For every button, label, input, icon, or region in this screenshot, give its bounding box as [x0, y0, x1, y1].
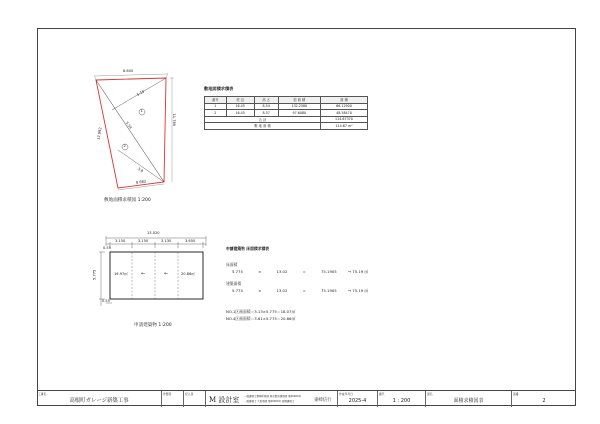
expr-op: ×: [258, 288, 262, 293]
sheet-label: 図番: [513, 392, 519, 396]
dim-top: 8.600: [123, 69, 134, 73]
arrow-left-icon: ←: [141, 271, 146, 277]
cell: 66.12900: [320, 103, 367, 110]
project-label: 工事名: [38, 392, 47, 396]
floor-area-label: 床面積: [226, 262, 238, 267]
site-plan-caption: 敷地面積求積図 1:200: [104, 198, 151, 203]
drawing-label: 図名: [427, 392, 433, 396]
floor-area-expression: [226, 269, 368, 275]
dim-bay-1: 3.150: [115, 239, 126, 243]
expr-term: 75.1905: [321, 288, 337, 293]
dim-bay-3: 3.130: [161, 239, 172, 243]
col-area: 面 積: [320, 97, 367, 104]
dim-bottom: 8.682: [135, 179, 147, 185]
dim-overall-width: 13.020: [147, 231, 160, 235]
date-cell: [338, 391, 378, 407]
dim-depth: 5.775: [92, 269, 97, 280]
checker-cell: [184, 391, 206, 407]
expr-term: 5.775: [232, 269, 243, 274]
cell: 2: [205, 110, 227, 117]
cell: 97.6080: [278, 110, 320, 117]
sheet-number: 2: [542, 398, 546, 404]
cell: 16.45: [226, 103, 254, 110]
scale-value: 1 : 200: [392, 398, 411, 404]
office-line-2: 一級建築士 大臣登録 第00000号 管理建築士: [244, 400, 295, 403]
dim-diagonal-b: 5.10: [136, 89, 146, 97]
sum-value: 114.67370: [320, 116, 367, 123]
office-line-1: 一級建築士事務所登録 東京都知事登録 第00000号: [244, 395, 302, 398]
room-right-area: 20.86㎡: [181, 272, 195, 276]
dim-bay-2: 3.150: [138, 239, 149, 243]
expr-op: ×: [258, 269, 262, 274]
dim-bottom-small: 3.8: [136, 166, 144, 174]
date-label: 作成年月日: [339, 392, 353, 396]
office-person: 東崎信行: [314, 398, 332, 403]
drawn-label: 作製者: [163, 392, 172, 396]
date-value: 2025-4: [348, 398, 367, 404]
col-number: 番号: [205, 97, 227, 104]
checker-label: 記入者: [185, 392, 194, 396]
sheet-cell: [512, 391, 576, 407]
expr-term: 75.1905: [321, 269, 337, 274]
drawing-name: 面積求積図表: [453, 398, 484, 404]
dim-right: 11.789: [172, 113, 177, 127]
cell: 8.57: [254, 110, 278, 117]
expr-term: 13.02: [276, 288, 288, 293]
note-section-4: NO.4区画面積＝3.61×5.775＝20.86㎡: [226, 316, 296, 321]
drawn-cell: [162, 391, 184, 407]
expr-term: 5.775: [232, 288, 243, 293]
dim-bottom-offset: 0.55: [102, 299, 111, 303]
site-area-value: 114.67 m²: [320, 123, 367, 130]
building-area-label: 建築面積: [226, 281, 242, 286]
office-name: M 設計室: [209, 396, 240, 404]
area-table-title: 敷地面積求積表: [204, 86, 234, 91]
scale-cell: [378, 391, 426, 407]
col-double-area: 倍 面 積: [278, 97, 320, 104]
sum-label: 合 計: [205, 116, 321, 123]
dim-diagonal-a: 5.54: [124, 120, 133, 130]
cell: 8.54: [254, 103, 278, 110]
calc-title: 申請建築物 床面積求積表: [226, 246, 270, 251]
drawing-name-cell: [426, 391, 512, 407]
region-1-label: 1: [140, 109, 143, 113]
room-left-area: 16.97㎡: [114, 272, 128, 276]
expr-result: → 75.19 ㎡: [347, 288, 369, 293]
office-cell: [206, 391, 338, 407]
expr-op: =: [302, 288, 306, 293]
dim-left-offset: 0.55: [103, 246, 112, 250]
title-block: [37, 390, 576, 407]
project-cell: [37, 391, 162, 407]
cell: 16.45: [226, 110, 254, 117]
cell: 48.58470: [320, 110, 367, 117]
expr-op: =: [302, 269, 306, 274]
dim-left: 12.992: [96, 127, 103, 141]
scale-label: 縮尺: [379, 392, 385, 396]
col-height: 高 さ: [254, 97, 278, 104]
region-2-label: 2: [123, 144, 126, 148]
expr-term: 13.02: [276, 269, 288, 274]
project-name: 高根町ガレージ新築工事: [69, 398, 129, 404]
cell: 132.2580: [278, 103, 320, 110]
note-section-1: NO.1区画面積＝3.13×5.775＝18.07㎡: [226, 309, 296, 314]
cell: 1: [205, 103, 227, 110]
col-base: 底 辺: [226, 97, 254, 104]
arrow-left-icon: ←: [164, 271, 169, 277]
expr-result: → 75.19 ㎡: [347, 269, 369, 274]
building-area-expression: [226, 288, 368, 294]
building-plan-caption: 申請建築物 1:200: [134, 323, 172, 328]
site-area-label: 敷 地 面 積: [205, 123, 321, 130]
dim-bay-4: 3.650: [185, 239, 196, 243]
